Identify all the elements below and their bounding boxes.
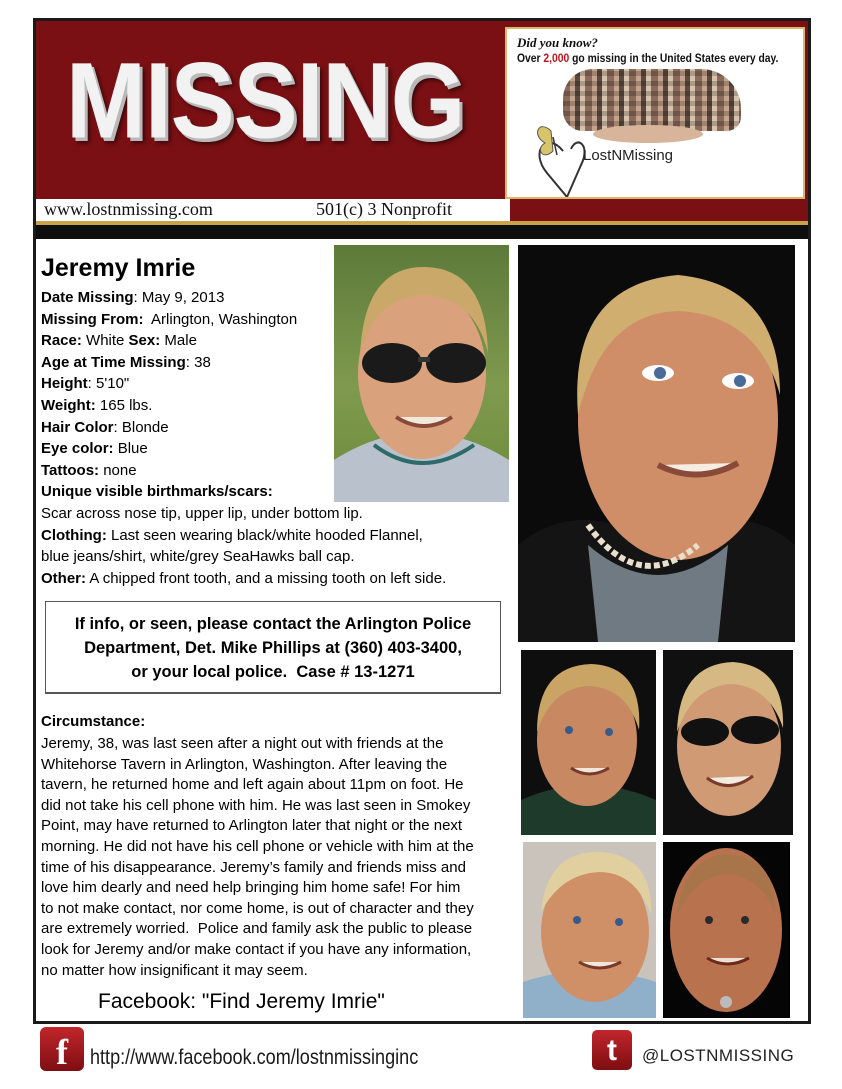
statistic-number: 2,000 bbox=[543, 51, 570, 65]
did-you-know-heading: Did you know? bbox=[517, 35, 598, 50]
detail-age: Age at Time Missing: 38 bbox=[41, 353, 211, 371]
detail-race-sex: Race: White Sex: Male bbox=[41, 332, 197, 350]
detail-missing-from: Missing From: Arlington, Washington bbox=[41, 310, 298, 328]
photo-closeup-smiling bbox=[518, 245, 795, 642]
circumstance-heading: Circumstance: bbox=[41, 713, 146, 730]
facebook-icon[interactable]: f bbox=[40, 1027, 84, 1071]
circumstance-line: morning. He did not have his cell phone or vehicle with him at the bbox=[41, 837, 474, 855]
circumstance-line: are extremely worried. Police and family ask the public to please bbox=[41, 920, 473, 938]
circumstance-line: no matter how insignificant it may seem. bbox=[41, 961, 308, 979]
facebook-url[interactable]: http://www.facebook.com/lostnmissinginc bbox=[90, 1046, 419, 1069]
photo-small-dark-oval bbox=[663, 842, 790, 1018]
photo-small-sunglasses bbox=[663, 650, 793, 835]
black-divider bbox=[36, 225, 808, 239]
photo-small-smile bbox=[521, 650, 656, 835]
nonprofit-status: 501(c) 3 Nonprofit bbox=[316, 199, 452, 219]
circumstance-line: Jeremy, 38, was last seen after a night out with friends at the bbox=[41, 735, 444, 752]
detail-clothing: Clothing: Last seen wearing black/white hooded Flannel, bbox=[41, 526, 423, 544]
circumstance-line: to not make contact, nor come home, is out of character and they bbox=[41, 899, 474, 917]
photo-sunglasses-outdoor bbox=[334, 245, 509, 502]
circumstance-text bbox=[41, 734, 519, 981]
hands-image bbox=[593, 125, 703, 143]
circumstance-line: love him dearly and need help bringing him home safe! For him bbox=[41, 879, 461, 897]
detail-birthmarks-label: Unique visible birthmarks/scars: bbox=[41, 483, 273, 501]
missing-person-name: Jeremy Imrie bbox=[41, 254, 196, 282]
website-url[interactable]: www.lostnmissing.com bbox=[44, 199, 213, 219]
detail-birthmarks-value: Scar across nose tip, upper lip, under bottom lip. bbox=[41, 504, 363, 522]
detail-weight: Weight: 165 lbs. bbox=[41, 396, 153, 414]
circumstance-line: time of his disappearance. Jeremy’s family and friends miss and bbox=[41, 858, 466, 876]
lostnmissing-logo-text: LostNMissing bbox=[583, 147, 674, 164]
detail-height: Height: 5'10" bbox=[41, 375, 130, 393]
circumstance-line: did not take his cell phone with him. He was last seen in Smokey bbox=[41, 796, 471, 814]
detail-tattoos: Tattoos: none bbox=[41, 461, 137, 479]
circumstance-line: tavern, he returned home and left again about 11pm on foot. He bbox=[41, 776, 464, 794]
twitter-icon[interactable]: t bbox=[592, 1030, 632, 1070]
detail-clothing-cont: blue jeans/shirt, white/grey SeaHawks ball cap. bbox=[41, 548, 355, 566]
detail-other: Other: A chipped front tooth, and a missing tooth on left side. bbox=[41, 569, 447, 587]
circumstance-line: Whitehorse Tavern in Arlington, Washington. After leaving the bbox=[41, 755, 448, 773]
circumstance-line: look for Jeremy and/or make contact if you have any information, bbox=[41, 940, 472, 958]
contact-line-2: Department, Det. Mike Phillips at (360) 403-3400, bbox=[84, 639, 462, 657]
facebook-page-name: Facebook: "Find Jeremy Imrie" bbox=[98, 990, 385, 1013]
missing-title: MISSING bbox=[66, 41, 465, 161]
contact-line-3: or your local police. Case # 13-1271 bbox=[131, 663, 415, 681]
photo-small-grin bbox=[523, 842, 656, 1018]
contact-line-1: If info, or seen, please contact the Arlington Police bbox=[74, 615, 472, 633]
detail-hair-color: Hair Color: Blonde bbox=[41, 418, 169, 436]
detail-date-missing: Date Missing: May 9, 2013 bbox=[41, 289, 225, 306]
police-contact-box bbox=[45, 601, 501, 694]
detail-eye-color: Eye color: Blue bbox=[41, 440, 148, 458]
missing-statistic: Over 2,000 go missing in the United States every day. bbox=[517, 51, 779, 65]
twitter-handle[interactable]: @LOSTNMISSING bbox=[642, 1046, 795, 1065]
circumstance-line: Point, may have returned to Arlington later that night or the next bbox=[41, 817, 463, 835]
did-you-know-box bbox=[505, 27, 805, 199]
